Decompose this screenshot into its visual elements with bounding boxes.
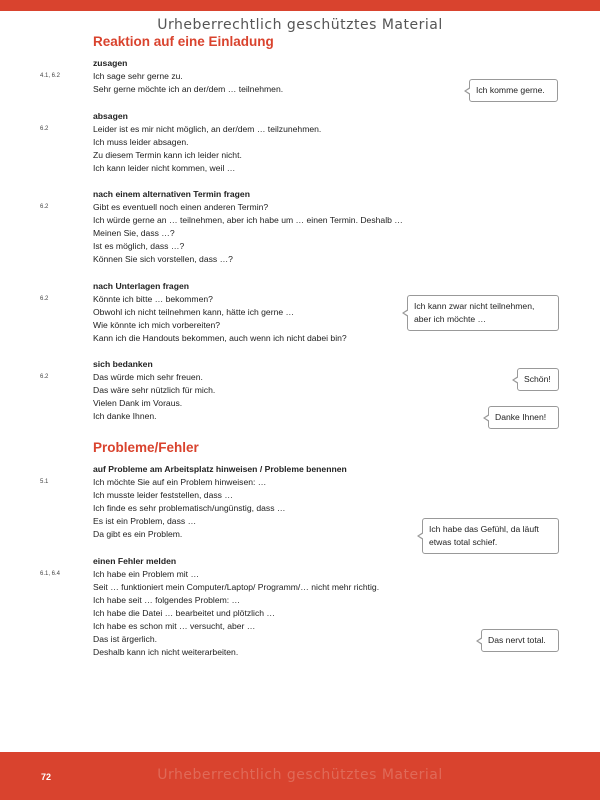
phrase-line: Es ist ein Problem, dass … bbox=[93, 516, 197, 526]
phrase-line: Das ist ärgerlich. bbox=[93, 634, 157, 644]
phrase-line: Können Sie sich vorstellen, dass …? bbox=[93, 254, 233, 264]
reference-number: 6.2 bbox=[40, 204, 49, 210]
reference-number: 5.1 bbox=[40, 479, 49, 485]
speech-bubble: Danke Ihnen! bbox=[488, 406, 559, 429]
phrase-line: Ich habe die Datei … bearbeitet und plötzlich … bbox=[93, 608, 276, 618]
reference-number: 6.2 bbox=[40, 296, 49, 302]
phrase-line: Das wäre sehr nützlich für mich. bbox=[93, 385, 216, 395]
phrase-line: Ich kann leider nicht kommen, weil … bbox=[93, 163, 236, 173]
phrase-line: Seit … funktioniert mein Computer/Laptop/ Programm/… nicht mehr richtig. bbox=[93, 582, 380, 592]
phrase-line: Ich danke Ihnen. bbox=[93, 411, 157, 421]
group-heading: einen Fehler melden bbox=[93, 556, 177, 566]
phrase-line: Gibt es eventuell noch einen anderen Termin? bbox=[93, 202, 269, 212]
phrase-line: Obwohl ich nicht teilnehmen kann, hätte ich gerne … bbox=[93, 307, 295, 317]
phrase-line: Ich habe es schon mit … versucht, aber … bbox=[93, 621, 256, 631]
phrase-line: Da gibt es ein Problem. bbox=[93, 529, 183, 539]
speech-bubble: Ich habe das Gefühl, da läuft etwas total schief. bbox=[422, 518, 559, 554]
phrase-line: Ich möchte Sie auf ein Problem hinweisen: … bbox=[93, 477, 267, 487]
reference-number: 6.2 bbox=[40, 374, 49, 380]
group-heading: absagen bbox=[93, 111, 128, 121]
reference-number: 6.2 bbox=[40, 126, 49, 132]
phrase-line: Wie könnte ich mich vorbereiten? bbox=[93, 320, 221, 330]
phrase-line: Ich musste leider feststellen, dass … bbox=[93, 490, 233, 500]
speech-bubble: Das nervt total. bbox=[481, 629, 559, 652]
phrase-line: Könnte ich bitte … bekommen? bbox=[93, 294, 213, 304]
group-heading: nach Unterlagen fragen bbox=[93, 281, 189, 291]
reference-number: 4.1, 6.2 bbox=[40, 73, 61, 79]
phrase-line: Vielen Dank im Voraus. bbox=[93, 398, 183, 408]
phrase-line: Das würde mich sehr freuen. bbox=[93, 372, 203, 382]
phrase-line: Ich habe seit … folgendes Problem: … bbox=[93, 595, 241, 605]
phrase-line: Leider ist es mir nicht möglich, an der/dem … teilzunehmen. bbox=[93, 124, 322, 134]
phrase-line: Ich finde es sehr problematisch/ungünstig, dass … bbox=[93, 503, 286, 513]
phrase-line: Ich sage sehr gerne zu. bbox=[93, 71, 183, 81]
speech-bubble: Ich komme gerne. bbox=[469, 79, 558, 102]
speech-bubble: Ich kann zwar nicht teilnehmen, aber ich möchte … bbox=[407, 295, 559, 331]
group-heading: auf Probleme am Arbeitsplatz hinweisen / Probleme benennen bbox=[93, 464, 347, 474]
speech-bubble: Schön! bbox=[517, 368, 559, 391]
section-title-invitation: Reaktion auf eine Einladung bbox=[93, 34, 274, 49]
group-heading: nach einem alternativen Termin fragen bbox=[93, 189, 250, 199]
reference-number: 6.1, 6.4 bbox=[40, 571, 61, 577]
phrase-line: Deshalb kann ich nicht weiterarbeiten. bbox=[93, 647, 239, 657]
page-number: 72 bbox=[41, 772, 52, 782]
phrase-line: Zu diesem Termin kann ich leider nicht. bbox=[93, 150, 242, 160]
phrase-line: Sehr gerne möchte ich an der/dem … teilnehmen. bbox=[93, 84, 284, 94]
section-title-problems: Probleme/Fehler bbox=[93, 440, 199, 455]
phrase-line: Ich würde gerne an … teilnehmen, aber ich habe um … einen Termin. Deshalb … bbox=[93, 215, 403, 225]
phrase-line: Ich habe ein Problem mit … bbox=[93, 569, 200, 579]
group-heading: zusagen bbox=[93, 58, 128, 68]
watermark-top: Urheberrechtlich geschütztes Material bbox=[157, 17, 443, 33]
phrase-line: Ist es möglich, dass …? bbox=[93, 241, 185, 251]
phrase-line: Meinen Sie, dass …? bbox=[93, 228, 175, 238]
top-color-bar bbox=[0, 0, 600, 11]
phrase-line: Ich muss leider absagen. bbox=[93, 137, 189, 147]
watermark-bottom: Urheberrechtlich geschütztes Material bbox=[157, 767, 443, 783]
group-heading: sich bedanken bbox=[93, 359, 153, 369]
phrase-line: Kann ich die Handouts bekommen, auch wenn ich nicht dabei bin? bbox=[93, 333, 347, 343]
